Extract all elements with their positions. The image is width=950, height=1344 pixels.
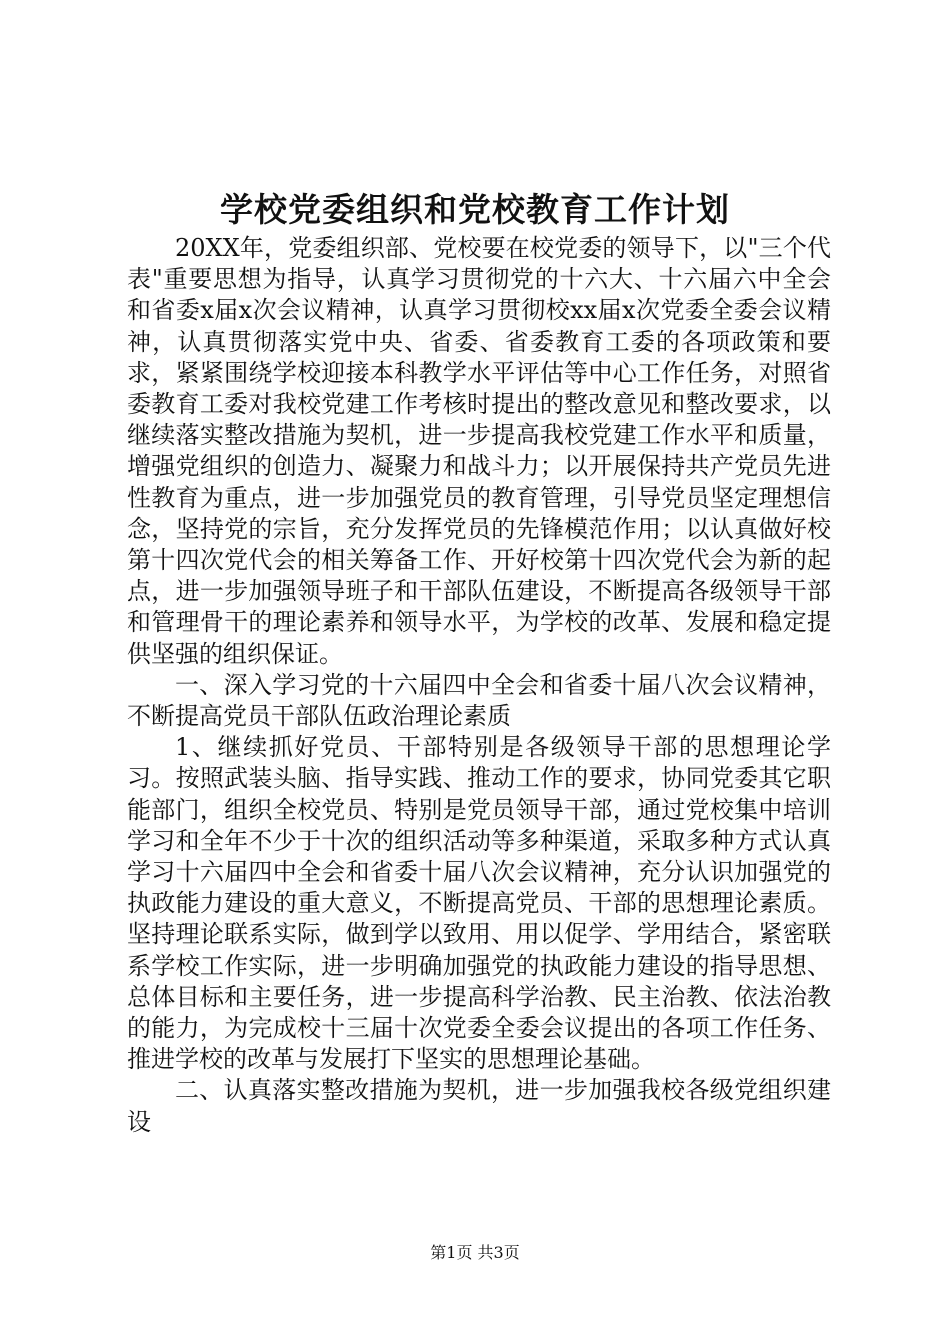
document-body (127, 233, 831, 1138)
document-title: 学校党委组织和党校教育工作计划 (220, 190, 730, 229)
page-footer: 第1页 共3页 (430, 1243, 520, 1262)
section-heading-2: 二、认真落实整改措施为契机，进一步加强我校各级党组织建设 (127, 1076, 831, 1136)
intro-paragraph: 20XX年，党委组织部、党校要在校党委的领导下，以"三个代表"重要思想为指导，认真学习贯彻党的十六大、十六届六中全会和省委x届x次会议精神，认真学习贯彻校xx届x次党委全委会议精神，认真贯彻落实党中央、省委、省委教育工委的各项政策和要求，紧紧围绕学校迎接本科教学水平评估等中心工作任务，对照省委教育工委对我校党建工作考核时提出的整改意见和整改要求，以继续落实整改措施为契机，进一步提高我校党建工作水平和质量，增强党组织的创造力、凝聚力和战斗力；以开展保持共产党员先进性教育为重点，进一步加强党员的教育管理，引导党员坚定理想信念，坚持党的宗旨，充分发挥党员的先锋模范作用；以认真做好校第十四次党代会的相关筹备工作、开好校第十四次党代会为新的起点，进一步加强领导班子和干部队伍建设，不断提高各级领导干部和管理骨干的理论素养和领导水平，为学校的改革、发展和稳定提供坚强的组织保证。 (127, 234, 831, 668)
section-1-item-1-paragraph: 1、继续抓好党员、干部特别是各级领导干部的思想理论学习。按照武装头脑、指导实践、推动工作的要求，协同党委其它职能部门，组织全校党员、特别是党员领导干部，通过党校集中培训学习和全年不少于十次的组织活动等多种渠道，采取多种方式认真学习十六届四中全会和省委十届八次会议精神，充分认识加强党的执政能力建设的重大意义，不断提高党员、干部的思想理论素质。坚持理论联系实际，做到学以致用、用以促学、学用结合，紧密联系学校工作实际，进一步明确加强党的执政能力建设的指导思想、总体目标和主要任务，进一步提高科学治教、民主治教、依法治教的能力，为完成校十三届十次党委全委会议提出的各项工作任务、推进学校的改革与发展打下坚实的思想理论基础。 (127, 733, 831, 1074)
section-heading-1: 一、深入学习党的十六届四中全会和省委十届八次会议精神，不断提高党员干部队伍政治理论素质 (127, 670, 831, 731)
